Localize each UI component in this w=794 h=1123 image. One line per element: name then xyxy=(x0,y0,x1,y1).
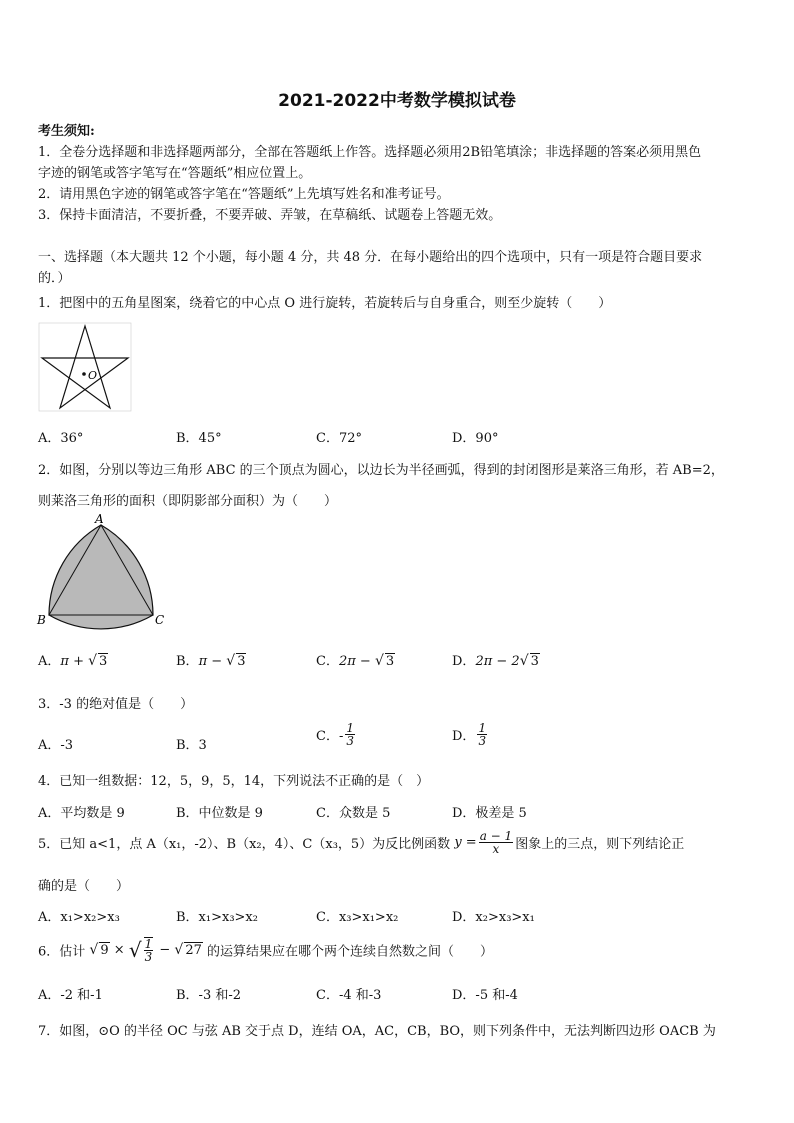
notice-heading: 考生须知: xyxy=(38,124,95,139)
question-4-text: 4．已知一组数据：12，5，9，5，14，下列说法不正确的是（ ） xyxy=(38,774,430,789)
question-6-text: 6．估计 √ 9 × √ $\frac{1}{3}$ − √ 27 的运算结果应在哪个两个连续自然数之间（ ） xyxy=(38,937,494,964)
q2-option-b: B．π − √ 3 xyxy=(176,653,246,669)
q6-option-b: B．-3 和-2 xyxy=(176,988,242,1003)
question-3-text: 3．-3 的绝对值是（ ） xyxy=(38,697,194,712)
vertex-c-label: C xyxy=(155,613,165,627)
question-2-text-cont: 则莱洛三角形的面积（即阴影部分面积）为（ ） xyxy=(38,494,338,509)
section-heading: 一、选择题（本大题共 12 个小题，每小题 4 分，共 48 分．在每小题给出的四个选项中，只有一项是符合题目要求 xyxy=(38,250,703,265)
q2-option-a: A．π + √ 3 xyxy=(38,653,108,669)
q1-option-d: D．90° xyxy=(452,431,499,446)
q1-option-a: A．36° xyxy=(38,431,84,446)
q1-option-b: B．45° xyxy=(176,431,222,446)
q4-option-c: C．众数是 5 xyxy=(316,806,391,821)
q2-option-c: C．2π − √ 3 xyxy=(316,653,395,669)
question-5-text: 5．已知 a<1，点 A（x₁，-2）、B（x₂，4）、C（x₃，5）为反比例函数 y = $\frac{a - 1}{x}$ 图象上的三点，则下列结论正 xyxy=(38,829,685,856)
question-5-text-cont: 确的是（ ） xyxy=(38,879,130,894)
section-heading-cont: 的．） xyxy=(38,271,71,286)
notice-item: 3．保持卡面清洁，不要折叠，不要弄破、弄皱，在草稿纸、试题卷上答题无效。 xyxy=(38,208,502,223)
reuleaux-triangle-figure xyxy=(34,512,170,630)
question-2-text: 2．如图，分别以等边三角形 ABC 的三个顶点为圆心，以边长为半径画弧，得到的封闭图形是莱洛三角形，若 AB=2， xyxy=(38,463,724,478)
q3-option-c: C．- $\frac{1}{3}$ xyxy=(316,721,354,748)
q6-option-a: A．-2 和-1 xyxy=(38,988,103,1003)
notice-item: 2．请用黑色字迹的钢笔或答字笔在“答题纸”上先填写姓名和准考证号。 xyxy=(38,187,450,202)
q3-option-d: D． $\frac{1}{3}$ xyxy=(452,721,487,748)
page-title: 2021-2022中考数学模拟试卷 xyxy=(278,91,516,111)
question-1-text: 1．把图中的五角星图案，绕着它的中心点 O 进行旋转，若旋转后与自身重合，则至少旋转（ ） xyxy=(38,296,612,311)
q3-option-b: B．3 xyxy=(176,738,207,753)
q5-option-c: C．x₃>x₁>x₂ xyxy=(316,910,399,925)
q5-option-d: D．x₂>x₃>x₁ xyxy=(452,910,535,925)
star-figure xyxy=(38,322,132,412)
notice-item: 字迹的钢笔或答字笔写在“答题纸”相应位置上。 xyxy=(38,166,312,181)
question-7-text: 7．如图，⊙O 的半径 OC 与弦 AB 交于点 D，连结 OA，AC，CB，BO，则下列条件中，无法判断四边形 OACB 为 xyxy=(38,1024,716,1039)
notice-item: 1．全卷分选择题和非选择题两部分，全部在答题纸上作答。选择题必须用2B铅笔填涂；非选择题的答案必须用黑色 xyxy=(38,145,702,160)
q1-option-c: C．72° xyxy=(316,431,362,446)
q5-option-b: B．x₁>x₃>x₂ xyxy=(176,910,258,925)
q5-option-a: A．x₁>x₂>x₃ xyxy=(38,910,120,925)
center-o-label: O xyxy=(88,369,98,382)
q6-option-d: D．-5 和-4 xyxy=(452,988,518,1003)
q4-option-d: D．极差是 5 xyxy=(452,806,527,821)
q3-option-a: A．-3 xyxy=(38,738,74,753)
q6-option-c: C．-4 和-3 xyxy=(316,988,382,1003)
q2-option-d: D．2π − 2√ 3 xyxy=(452,653,539,669)
vertex-b-label: B xyxy=(37,613,46,627)
q4-option-a: A．平均数是 9 xyxy=(38,806,125,821)
q4-option-b: B．中位数是 9 xyxy=(176,806,263,821)
vertex-a-label: A xyxy=(95,512,104,526)
